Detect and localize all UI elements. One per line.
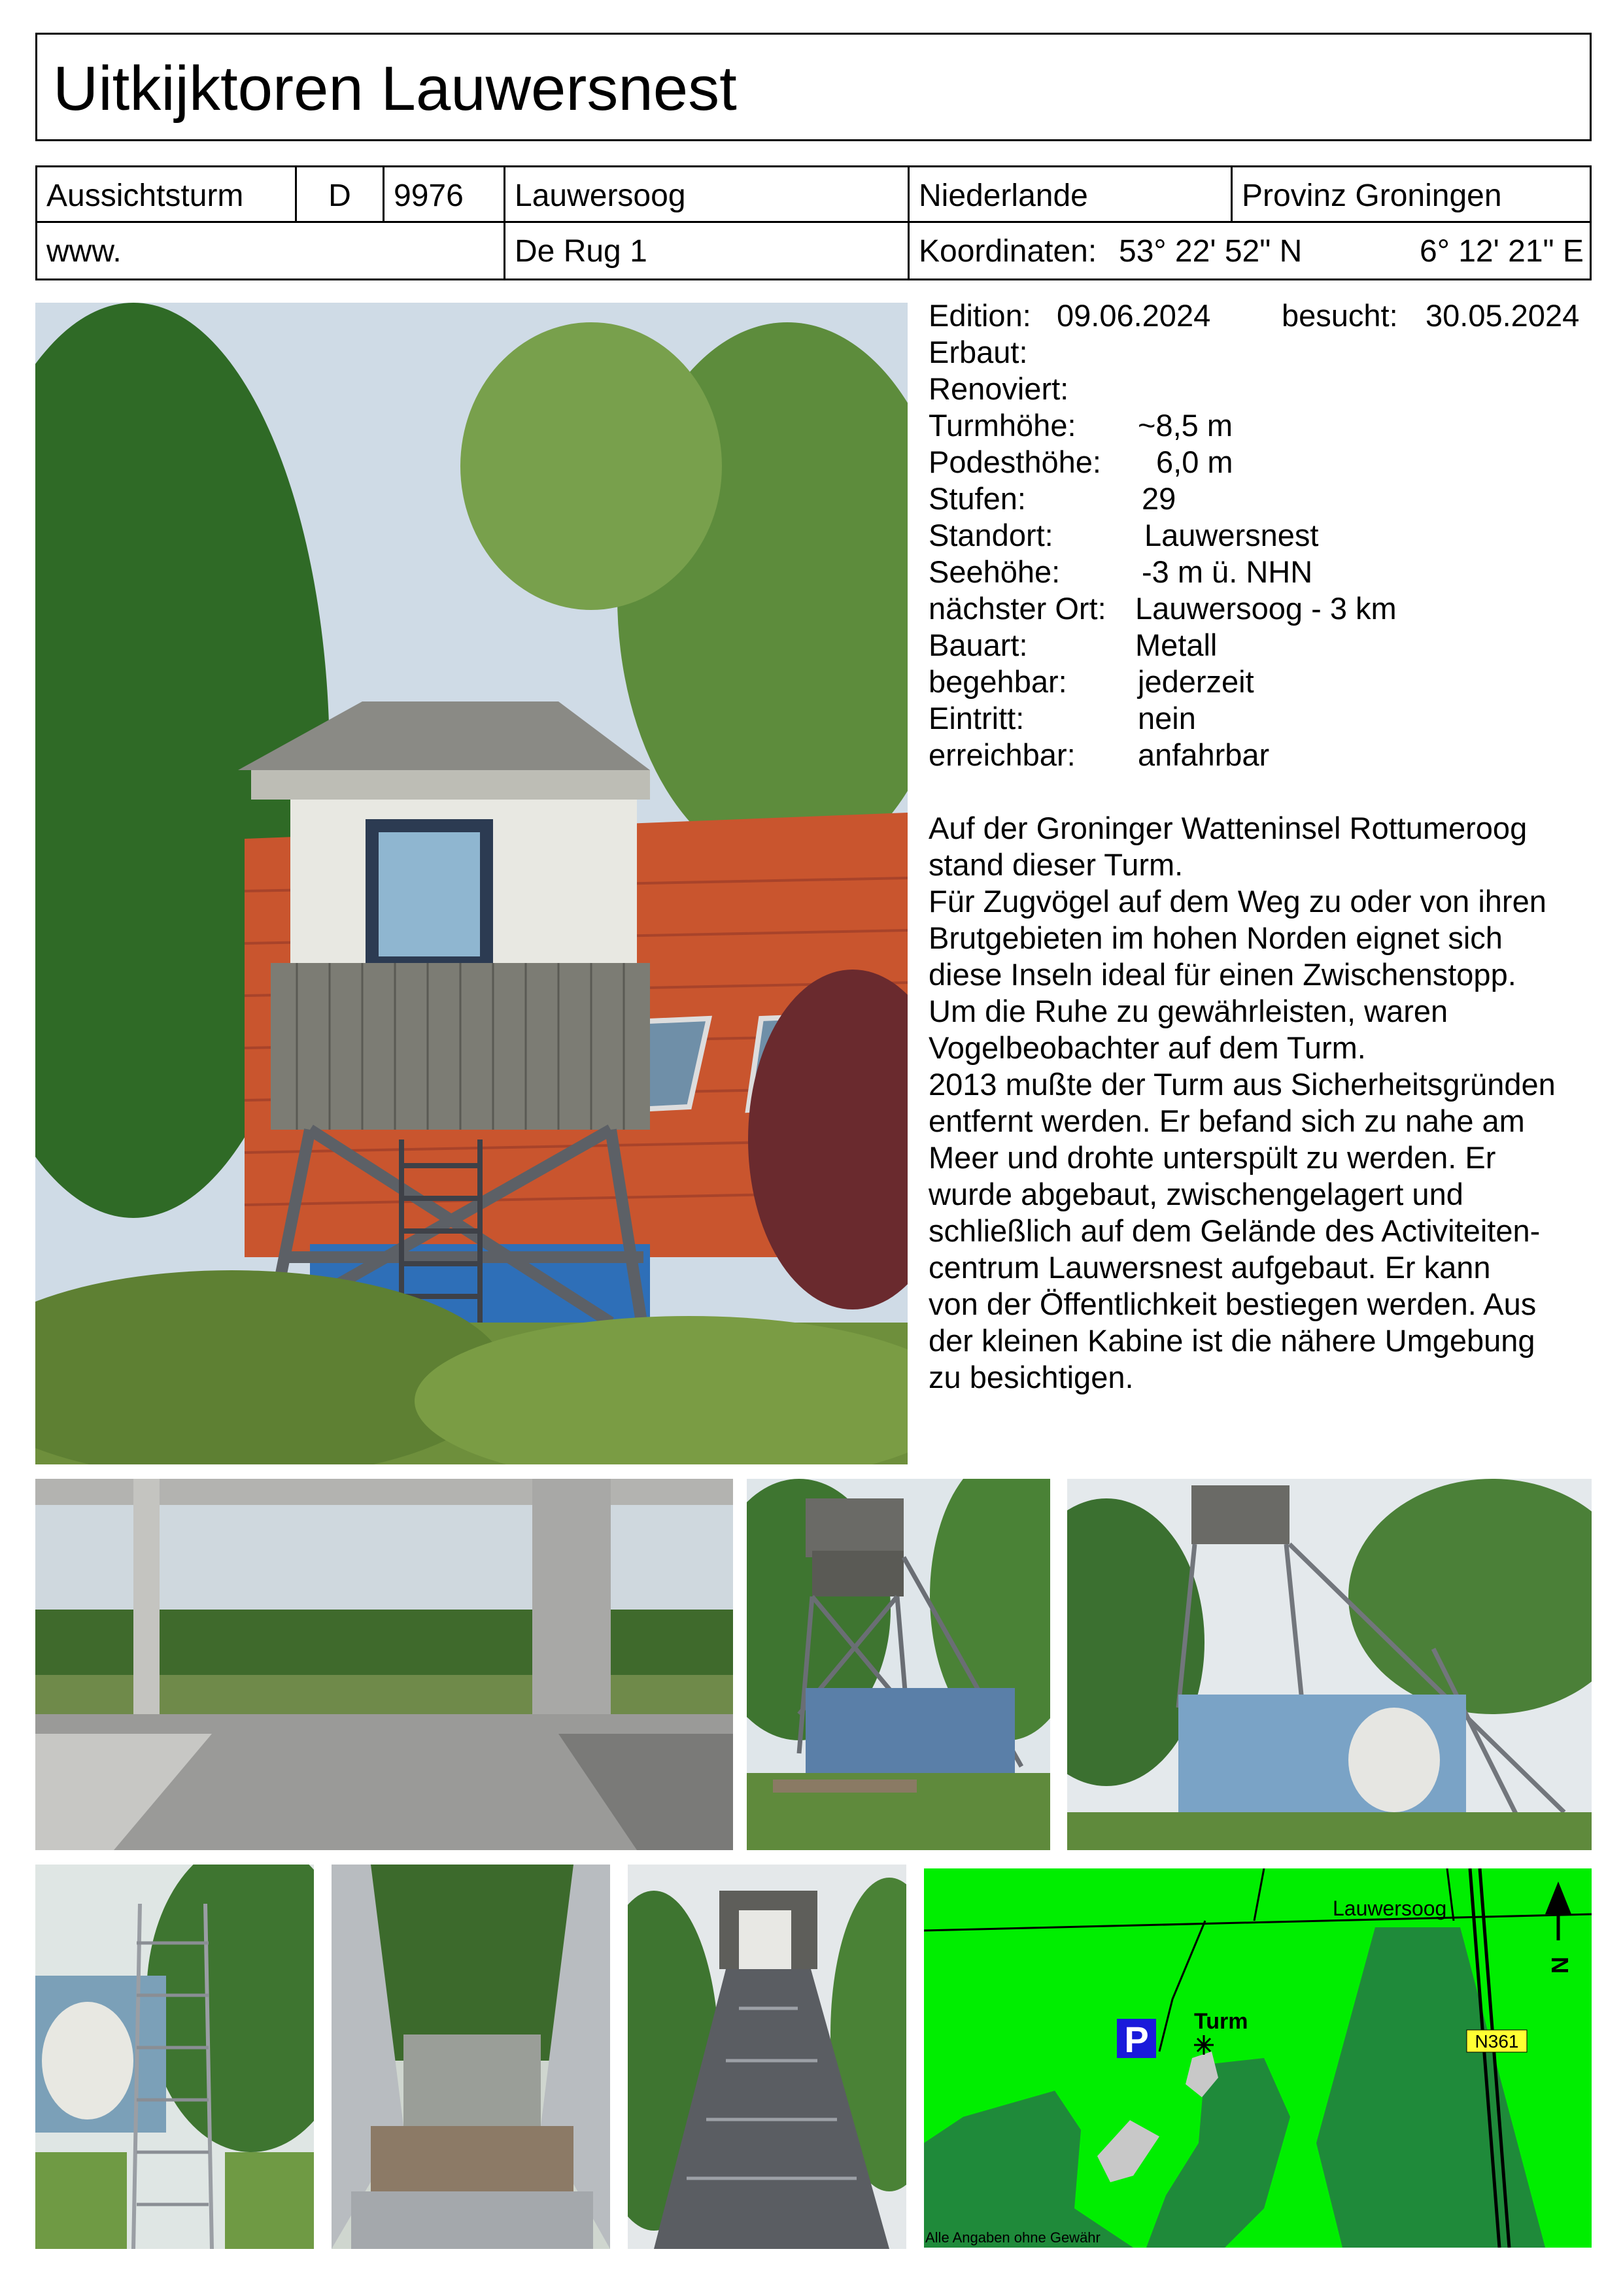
map-road-label: N361 <box>1475 2031 1519 2051</box>
fact-value: -3 m ü. NHN <box>1142 554 1313 589</box>
edition-line <box>929 297 1602 334</box>
fact-label: erreichbar: <box>929 737 1076 772</box>
website: www. <box>37 223 505 279</box>
fact-label: Bauart: <box>929 628 1028 662</box>
fact-label: Standort: <box>929 518 1053 552</box>
description-line: 2013 mußte der Turm aus Sicherheitsgründen <box>929 1067 1556 1102</box>
description-line: Vogelbeobachter auf dem Turm. <box>929 1030 1366 1065</box>
visited-date: 30.05.2024 <box>1426 298 1580 333</box>
fact-label: Turmhöhe: <box>929 408 1076 443</box>
edition-label: Edition: <box>929 298 1031 333</box>
fact-value: jederzeit <box>1138 664 1254 699</box>
location-map <box>924 1868 1592 2248</box>
coordinates-label: Koordinaten: <box>919 234 1097 269</box>
longitude: 6° 12' 21" E <box>1420 234 1584 269</box>
visited-label: besucht: <box>1282 298 1398 333</box>
cabin-view-photo <box>35 1479 733 1850</box>
description-line: schließlich auf dem Gelände des Activiteiten- <box>929 1213 1541 1248</box>
fact-label: Stufen: <box>929 481 1026 516</box>
fact-value: Metall <box>1135 628 1218 662</box>
street: De Rug 1 <box>505 223 910 279</box>
fact-label: Podesthöhe: <box>929 445 1101 479</box>
town: Lauwersoog <box>505 167 910 221</box>
tower-side-photo <box>747 1479 1050 1850</box>
fact-label: Seehöhe: <box>929 554 1061 589</box>
description-line: stand dieser Turm. <box>929 847 1184 882</box>
stairs-photo-1 <box>35 1865 314 2249</box>
coordinates <box>910 223 1590 279</box>
header-row-2 <box>35 223 1592 280</box>
page-title: Uitkijktoren Lauwersnest <box>53 54 737 124</box>
fact-value: ~8,5 m <box>1138 408 1233 443</box>
page-title-box <box>35 33 1592 141</box>
description-line: Um die Ruhe zu gewährleisten, waren <box>929 994 1448 1028</box>
stairs-up-photo <box>628 1865 906 2249</box>
description-line: wurde abgebaut, zwischengelagert und <box>929 1177 1463 1211</box>
tower-type: Aussichtsturm <box>37 167 297 221</box>
country-code: D <box>297 167 384 221</box>
tower-container-photo <box>1067 1479 1592 1850</box>
facts-panel <box>929 297 1602 1396</box>
fact-value: nein <box>1138 701 1196 735</box>
country: Niederlande <box>910 167 1233 221</box>
map-town-label: Lauwersoog <box>1333 1897 1447 1920</box>
description-line: Brutgebieten im hohen Norden eignet sich <box>929 920 1503 955</box>
edition-date: 09.06.2024 <box>1057 298 1211 333</box>
fact-value: Lauwersoog - 3 km <box>1135 591 1397 626</box>
latitude: 53° 22' 52" N <box>1119 234 1303 269</box>
fact-label: nächster Ort: <box>929 591 1106 626</box>
platform-photo <box>332 1865 610 2249</box>
description-line: Auf der Groninger Watteninsel Rottumeroog <box>929 811 1528 845</box>
header-row-1 <box>35 165 1592 223</box>
fact-value: 6,0 m <box>1156 445 1233 479</box>
description-line: der kleinen Kabine ist die nähere Umgebung <box>929 1323 1535 1358</box>
description <box>929 810 1602 1396</box>
description-line: Meer und drohte unterspült zu werden. Er <box>929 1140 1496 1175</box>
postal-code: 9976 <box>384 167 505 221</box>
map-disclaimer: Alle Angaben ohne Gewähr <box>925 2229 1101 2246</box>
description-line: Für Zugvögel auf dem Weg zu oder von ihren <box>929 884 1546 919</box>
fact-value: anfahrbar <box>1138 737 1270 772</box>
fact-value: Lauwersnest <box>1144 518 1319 552</box>
north-label: N <box>1546 1957 1573 1974</box>
fact-label: Eintritt: <box>929 701 1025 735</box>
parking-label: P <box>1124 2019 1149 2060</box>
province: Provinz Groningen <box>1242 178 1502 213</box>
fact-label: Erbaut: <box>929 335 1028 369</box>
fact-value: 29 <box>1142 481 1176 516</box>
map-tower-label: Turm <box>1194 2009 1248 2034</box>
description-line: centrum Lauwersnest aufgebaut. Er kann <box>929 1250 1491 1285</box>
description-line: entfernt werden. Er befand sich zu nahe am <box>929 1104 1525 1138</box>
description-line: zu besichtigen. <box>929 1360 1134 1394</box>
description-line: von der Öffentlichkeit bestiegen werden. Aus <box>929 1287 1537 1321</box>
fact-label: Renoviert: <box>929 371 1069 406</box>
fact-label: begehbar: <box>929 664 1067 699</box>
main-tower-photo <box>35 303 908 1464</box>
description-line: diese Inseln ideal für einen Zwischenstopp. <box>929 957 1516 992</box>
